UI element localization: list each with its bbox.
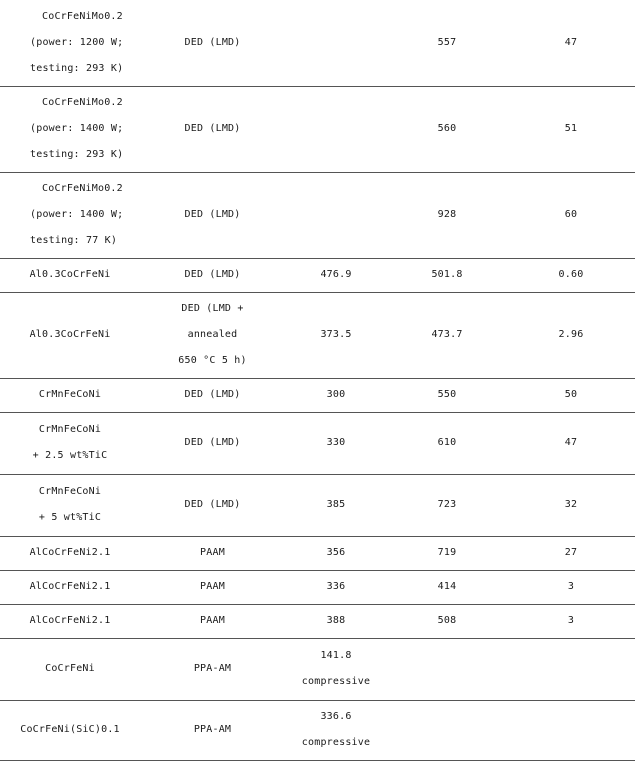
cell-text: + 5 wt%TiC (38, 512, 102, 523)
yield-strength-cell (285, 292, 387, 378)
elongation-cell (507, 0, 635, 86)
cell-text: 373.5 (320, 329, 352, 340)
cell-text: AlCoCrFeNi2.1 (29, 615, 111, 626)
cell-text: 141.8 (320, 650, 352, 661)
cell-text: DED (LMD + (181, 303, 244, 314)
process-cell (140, 412, 285, 474)
yield-strength-cell (285, 700, 387, 760)
cell-text: 47 (564, 437, 578, 448)
cell-text: DED (LMD) (184, 499, 241, 510)
tensile-strength-cell (387, 0, 507, 86)
cell-text: DED (LMD) (184, 123, 241, 134)
yield-strength-cell (285, 412, 387, 474)
process-cell (140, 172, 285, 258)
tensile-strength-cell (387, 86, 507, 172)
tensile-strength-cell (387, 570, 507, 604)
cell-text: CrMnFeCoNi (38, 424, 102, 435)
cell-text: 610 (437, 437, 457, 448)
cell-text: 508 (437, 615, 457, 626)
tensile-strength-cell (387, 378, 507, 412)
cell-text: 3 (567, 615, 575, 626)
tensile-strength-cell (387, 292, 507, 378)
process-cell (140, 474, 285, 536)
table-row (0, 292, 635, 378)
cell-text: 550 (437, 389, 457, 400)
cell-text: 723 (437, 499, 457, 510)
cell-text: CoCrFeNi (45, 663, 95, 674)
tensile-strength-cell (387, 258, 507, 292)
cell-text: 928 (437, 209, 457, 220)
cell-text: CoCrFeNiMo0.2 (42, 183, 123, 194)
cell-text: DED (LMD) (184, 36, 241, 48)
cell-text: testing: 77 K) (30, 235, 118, 246)
cell-text: compressive (301, 676, 371, 687)
cell-text: 560 (437, 123, 457, 134)
cell-text: 476.9 (320, 269, 352, 280)
material-cell (0, 258, 140, 292)
yield-strength-cell (285, 0, 387, 86)
table-row (0, 474, 635, 536)
cell-text: Al0.3CoCrFeNi (29, 269, 111, 280)
cell-text: DED (LMD) (184, 437, 241, 448)
elongation-cell (507, 604, 635, 638)
tensile-strength-cell (387, 700, 507, 760)
cell-text: Al0.3CoCrFeNi (29, 329, 111, 340)
cell-text: 336 (326, 581, 346, 592)
cell-text: PAAM (200, 615, 225, 626)
cell-text: 557 (437, 36, 457, 48)
process-cell (140, 638, 285, 700)
table-row (0, 638, 635, 700)
cell-text: 300 (326, 389, 346, 400)
cell-text: (power: 1400 W; (30, 209, 124, 220)
cell-text: 336.6 (320, 711, 352, 722)
cell-text: 330 (326, 437, 346, 448)
cell-text: testing: 293 K) (30, 62, 124, 74)
cell-text: DED (LMD) (184, 269, 241, 280)
yield-strength-cell (285, 378, 387, 412)
table-row (0, 570, 635, 604)
process-cell (140, 570, 285, 604)
yield-strength-cell (285, 474, 387, 536)
cell-text: 414 (437, 581, 457, 592)
process-cell (140, 292, 285, 378)
table-row (0, 172, 635, 258)
tensile-strength-cell (387, 412, 507, 474)
table-row (0, 536, 635, 570)
cell-text: 50 (564, 389, 578, 400)
elongation-cell (507, 638, 635, 700)
cell-text: 47 (564, 36, 578, 48)
elongation-cell (507, 570, 635, 604)
yield-strength-cell (285, 172, 387, 258)
material-cell (0, 292, 140, 378)
cell-text: 32 (564, 499, 578, 510)
table-row (0, 378, 635, 412)
cell-text: PAAM (200, 547, 225, 558)
cell-text: 27 (564, 547, 578, 558)
cell-text: testing: 293 K) (30, 149, 124, 160)
tensile-strength-cell (387, 638, 507, 700)
process-cell (140, 700, 285, 760)
table-row (0, 258, 635, 292)
cell-text: CrMnFeCoNi (38, 486, 102, 497)
cell-text: (power: 1400 W; (30, 123, 124, 134)
cell-text: DED (LMD) (184, 209, 241, 220)
material-cell (0, 638, 140, 700)
material-cell (0, 604, 140, 638)
cell-text: 3 (567, 581, 575, 592)
material-cell (0, 172, 140, 258)
elongation-cell (507, 700, 635, 760)
cell-text: 501.8 (431, 269, 463, 280)
process-cell (140, 378, 285, 412)
elongation-cell (507, 86, 635, 172)
cell-text: 0.60 (558, 269, 584, 280)
cell-text: PPA-AM (193, 663, 232, 674)
material-cell (0, 474, 140, 536)
cell-text: CoCrFeNi(SiC)0.1 (20, 724, 120, 735)
cell-text: AlCoCrFeNi2.1 (29, 547, 111, 558)
cell-text: 356 (326, 547, 346, 558)
elongation-cell (507, 378, 635, 412)
material-cell (0, 378, 140, 412)
cell-text: 2.96 (558, 329, 584, 340)
cell-text: CoCrFeNiMo0.2 (42, 97, 123, 108)
cell-text: 388 (326, 615, 346, 626)
cell-text: (power: 1200 W; (30, 36, 124, 48)
tensile-strength-cell (387, 172, 507, 258)
table-row (0, 412, 635, 474)
material-cell (0, 700, 140, 760)
material-cell (0, 86, 140, 172)
material-cell (0, 0, 140, 86)
tensile-strength-cell (387, 474, 507, 536)
cell-text: AlCoCrFeNi2.1 (29, 581, 111, 592)
cell-text: 650 °C 5 h) (178, 355, 247, 366)
material-cell (0, 412, 140, 474)
cell-text: CrMnFeCoNi (38, 389, 102, 400)
process-cell (140, 0, 285, 86)
table-row (0, 604, 635, 638)
cell-text: annealed (187, 329, 238, 340)
elongation-cell (507, 474, 635, 536)
cell-text: PPA-AM (193, 724, 232, 735)
elongation-cell (507, 536, 635, 570)
material-cell (0, 536, 140, 570)
tensile-strength-cell (387, 604, 507, 638)
yield-strength-cell (285, 536, 387, 570)
elongation-cell (507, 172, 635, 258)
yield-strength-cell (285, 258, 387, 292)
table-row (0, 700, 635, 760)
process-cell (140, 86, 285, 172)
yield-strength-cell (285, 604, 387, 638)
yield-strength-cell (285, 86, 387, 172)
elongation-cell (507, 412, 635, 474)
elongation-cell (507, 292, 635, 378)
cell-text: DED (LMD) (184, 389, 241, 400)
process-cell (140, 604, 285, 638)
cell-text: 60 (564, 209, 578, 220)
cell-text: + 2.5 wt%TiC (32, 450, 108, 461)
cell-text: CoCrFeNiMo0.2 (42, 10, 123, 22)
cell-text: 385 (326, 499, 346, 510)
yield-strength-cell (285, 638, 387, 700)
cell-text: 51 (564, 123, 578, 134)
process-cell (140, 258, 285, 292)
cell-text: 473.7 (431, 329, 463, 340)
material-cell (0, 570, 140, 604)
yield-strength-cell (285, 570, 387, 604)
process-cell (140, 536, 285, 570)
cell-text: PAAM (200, 581, 225, 592)
table-row (0, 86, 635, 172)
cell-text: compressive (301, 737, 371, 748)
table-row (0, 0, 635, 86)
tensile-strength-cell (387, 536, 507, 570)
elongation-cell (507, 258, 635, 292)
cell-text: 719 (437, 547, 457, 558)
